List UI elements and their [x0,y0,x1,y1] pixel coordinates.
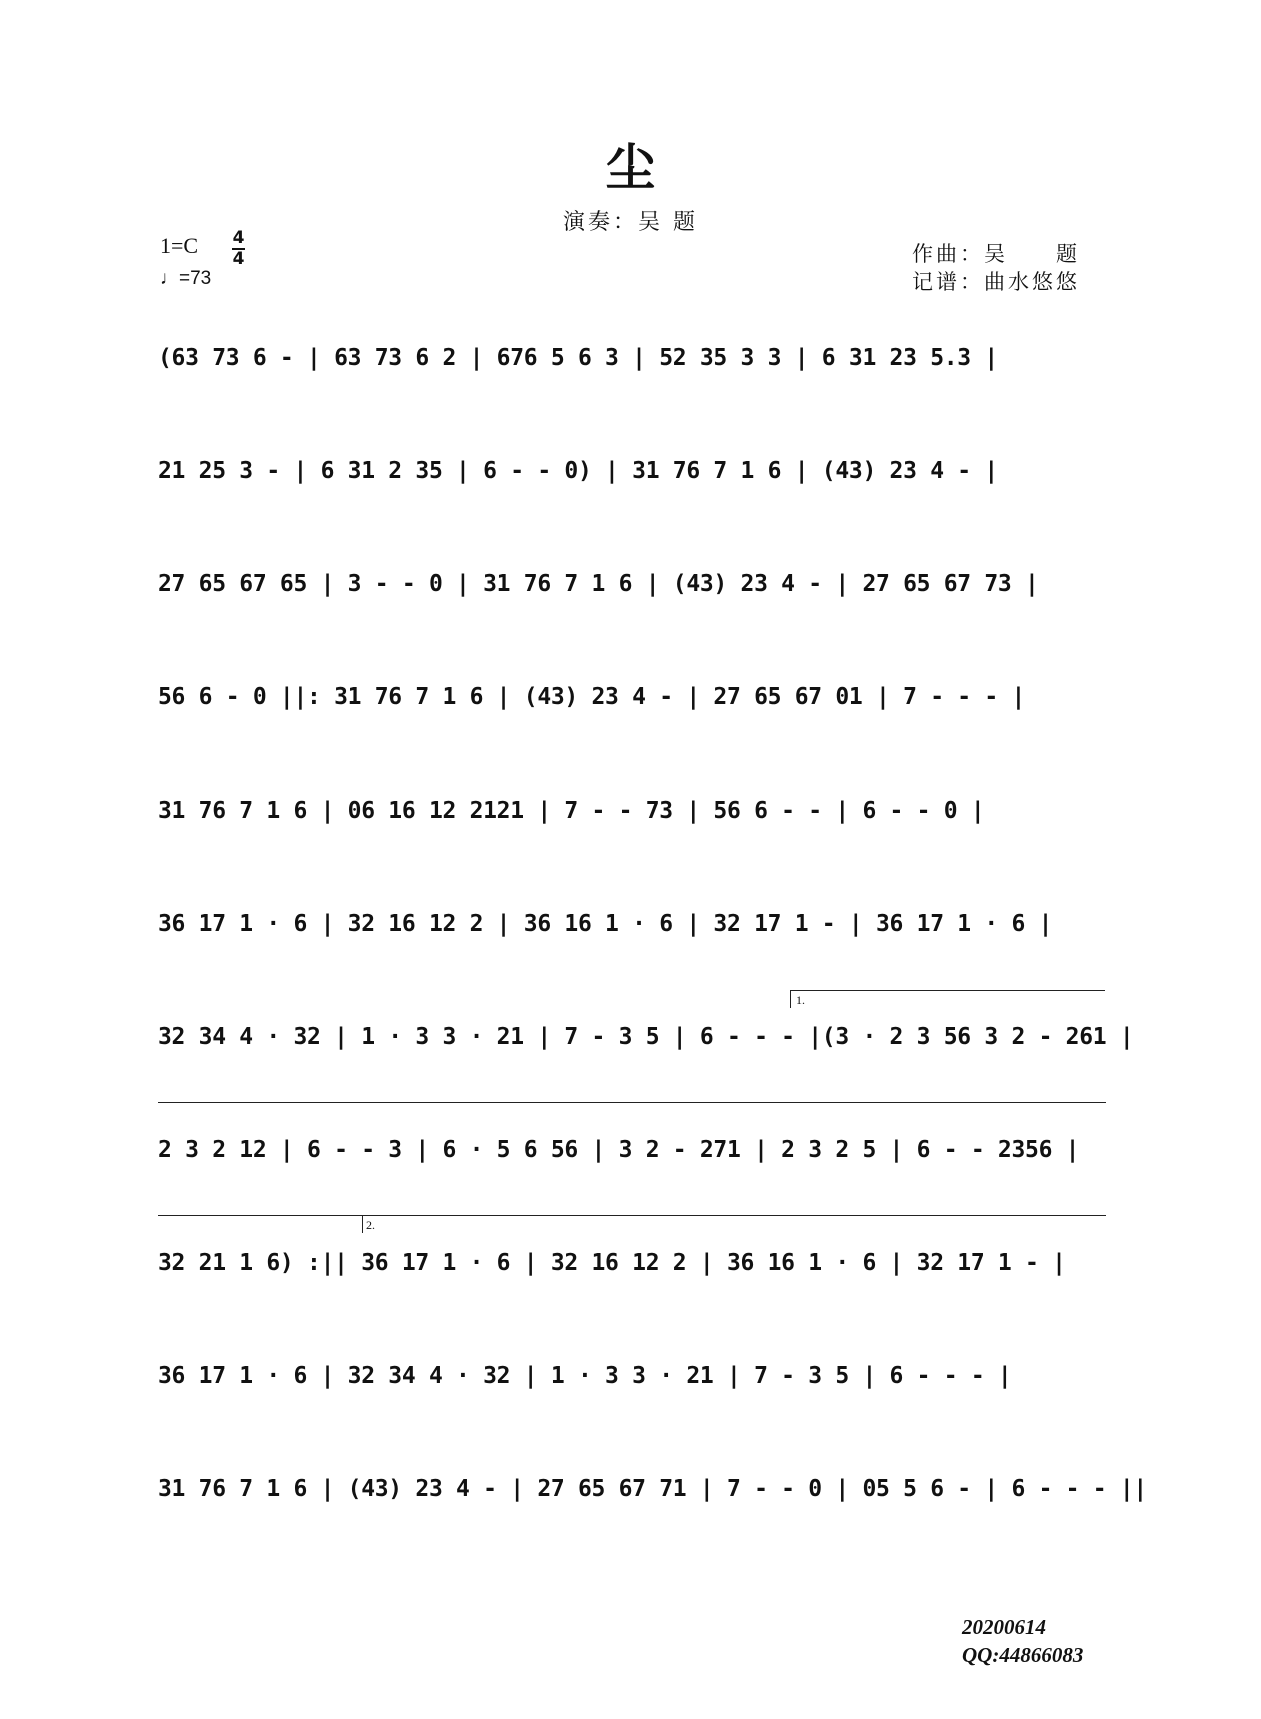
staff-line-4: 56 6 - 0 ||: 31 76 7 1 6 | (43) 23 4 - | 27 65 67 01 | 7 - - - | [158,684,1026,710]
staff-line-1: (63 73 6 - | 63 73 6 2 | 676 5 6 3 | 52 35 3 3 | 6 31 23 5.3 | [158,345,998,371]
staff-line-5: 31 76 7 1 6 | 06 16 12 2121 | 7 - - 73 | 56 6 - - | 6 - - 0 | [158,798,985,824]
staff-line-2: 21 25 3 - | 6 31 2 35 | 6 - - 0) | 31 76 7 1 6 | (43) 23 4 - | [158,458,998,484]
staff-line-8: 2 3 2 12 | 6 - - 3 | 6 · 5 6 56 | 3 2 - 271 | 2 3 2 5 | 6 - - 2356 | [158,1137,1080,1163]
time-signature [232,230,245,268]
tempo-marking: ♩=73 [160,268,212,289]
second-ending-label: 2. [366,1218,375,1232]
first-ending-bracket [790,990,1105,991]
staff-line-11: 31 76 7 1 6 | (43) 23 4 - | 27 65 67 71 | 7 - - 0 | 05 5 6 - | 6 - - - || [158,1476,1147,1502]
staff-line-6: 36 17 1 · 6 | 32 16 12 2 | 36 16 1 · 6 | 32 17 1 - | 36 17 1 · 6 | [158,911,1053,937]
first-ending-label: 1. [796,993,805,1007]
footer-qq: QQ:44866083 [962,1643,1084,1667]
score-title: 尘 [605,138,656,197]
second-ending-bracket [358,1215,1106,1216]
credits-block [912,240,1080,296]
second-ending-prev-line [158,1215,358,1216]
second-ending-tick [362,1215,363,1233]
staff-line-9: 32 21 1 6) :|| 36 17 1 · 6 | 32 16 12 2 | 36 16 1 · 6 | 32 17 1 - | [158,1250,1066,1276]
staff-line-7: 32 34 4 · 32 | 1 · 3 3 · 21 | 7 - 3 5 | 6 - - - |(3 · 2 3 56 3 2 - 261 | [158,1024,1134,1050]
transcriber-credit: 记谱：曲水悠悠 [912,270,1080,294]
performer-credit: 演奏：吴 题 [563,210,698,235]
footer-date: 20200614 [962,1615,1046,1639]
time-signature-top: 4 [232,228,245,248]
staff-line-3: 27 65 67 65 | 3 - - 0 | 31 76 7 1 6 | (43) 23 4 - | 27 65 67 73 | [158,571,1039,597]
time-signature-bottom: 4 [232,249,245,269]
key-signature: 1=C [160,233,199,258]
first-ending-tick [790,990,791,1008]
first-ending-bracket-cont [158,1102,1106,1103]
composer-credit: 作曲：吴 题 [912,242,1080,266]
staff-line-10: 36 17 1 · 6 | 32 34 4 · 32 | 1 · 3 3 · 21 | 7 - 3 5 | 6 - - - | [158,1363,1012,1389]
